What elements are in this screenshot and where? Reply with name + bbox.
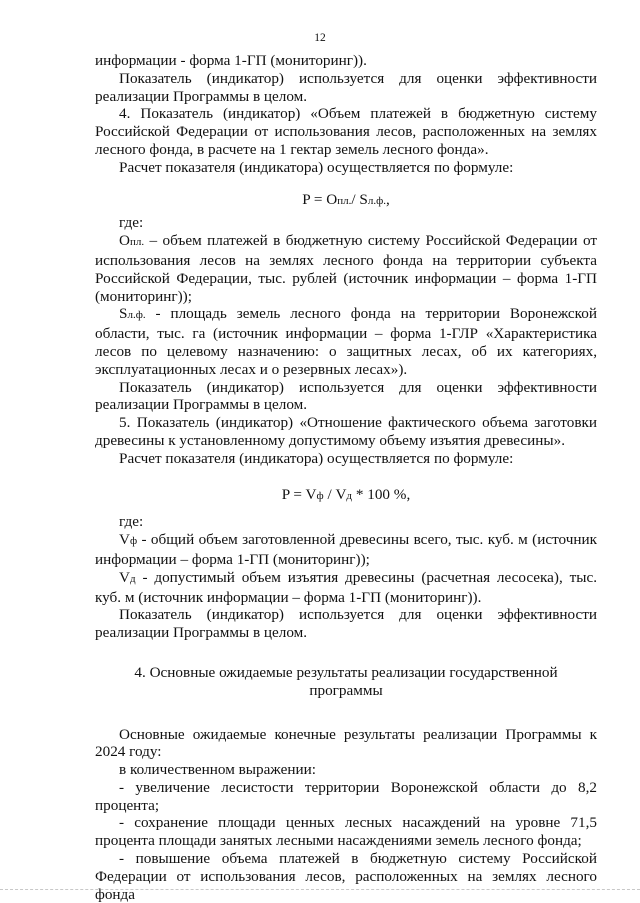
paragraph: Основные ожидаемые конечные результаты реализации Программы к 2024 году: (95, 725, 597, 761)
where-label: где: (119, 513, 144, 531)
paragraph: Расчет показателя (индикатора) осуществляется по формуле: (119, 449, 514, 467)
section-heading: 4. Основные ожидаемые результаты реализации государственной программы (134, 663, 558, 699)
paragraph: Показатель (индикатор) используется для оценки эффективности реализации Программы в целом. (95, 606, 597, 642)
paragraph: Показатель (индикатор) используется для оценки эффективности реализации Программы в целом. (95, 378, 597, 414)
formula-density: P = Oпл./ Sл.ф., (302, 190, 390, 208)
list-item: - повышение объема платежей в бюджетную систему Российской Федерации от использования лесов, расположенных на землях лесного фонда (95, 850, 597, 903)
page-edge-divider (0, 889, 640, 890)
paragraph: информации - форма 1-ГП (мониторинг)). (95, 52, 367, 69)
paragraph: 4. Показатель (индикатор) «Объем платежей в бюджетную систему Российской Федерации от использования лесов, расположенных на землях лесного фонда, в расчете на 1 гектар земель лесного фонда». (95, 105, 597, 158)
document-body (95, 52, 597, 903)
paragraph: Показатель (индикатор) используется для оценки эффективности реализации Программы в целом. (95, 69, 597, 105)
list-item: - увеличение лесистости территории Воронежской области до 8,2 процента; (95, 778, 597, 814)
definition: Sл.ф. - площадь земель лесного фонда на территории Воронежской области, тыс. га (источник информации – форма 1-ГЛР «Характеристика лесов по целевому назначению: о защитных лесах, об их категориях, эксплуатационных лесах и о резервных лесах»). (95, 305, 597, 378)
definition: Oпл. – объем платежей в бюджетную систему Российской Федерации от использования лесов на землях лесного фонда на территории субъекта Российской Федерации, тыс. рублей (источник информации – форма 1-ГП (мониторинг)); (95, 232, 597, 305)
formula-ratio: P = Vф / Vд * 100 %, (281, 485, 411, 503)
paragraph: 5. Показатель (индикатор) «Отношение фактического объема заготовки древесины к установленному допустимому объему изъятия древесины». (95, 414, 597, 449)
list-item: - сохранение площади ценных лесных насаждений на уровне 71,5 процента площади занятых лесными насаждениями земель лесного фонда; (95, 814, 597, 850)
definition: Vд - допустимый объем изъятия древесины (расчетная лесосека), тыс. куб. м (источник информации – форма 1-ГП (мониторинг)). (95, 568, 597, 606)
paragraph: Расчет показателя (индикатора) осуществляется по формуле: (119, 158, 514, 176)
page-number: 12 (314, 32, 326, 44)
paragraph: в количественном выражении: (119, 761, 316, 779)
where-label: где: (119, 214, 144, 232)
definition: Vф - общий объем заготовленной древесины всего, тыс. куб. м (источник информации – форма 1-ГП (мониторинг)); (95, 531, 597, 568)
